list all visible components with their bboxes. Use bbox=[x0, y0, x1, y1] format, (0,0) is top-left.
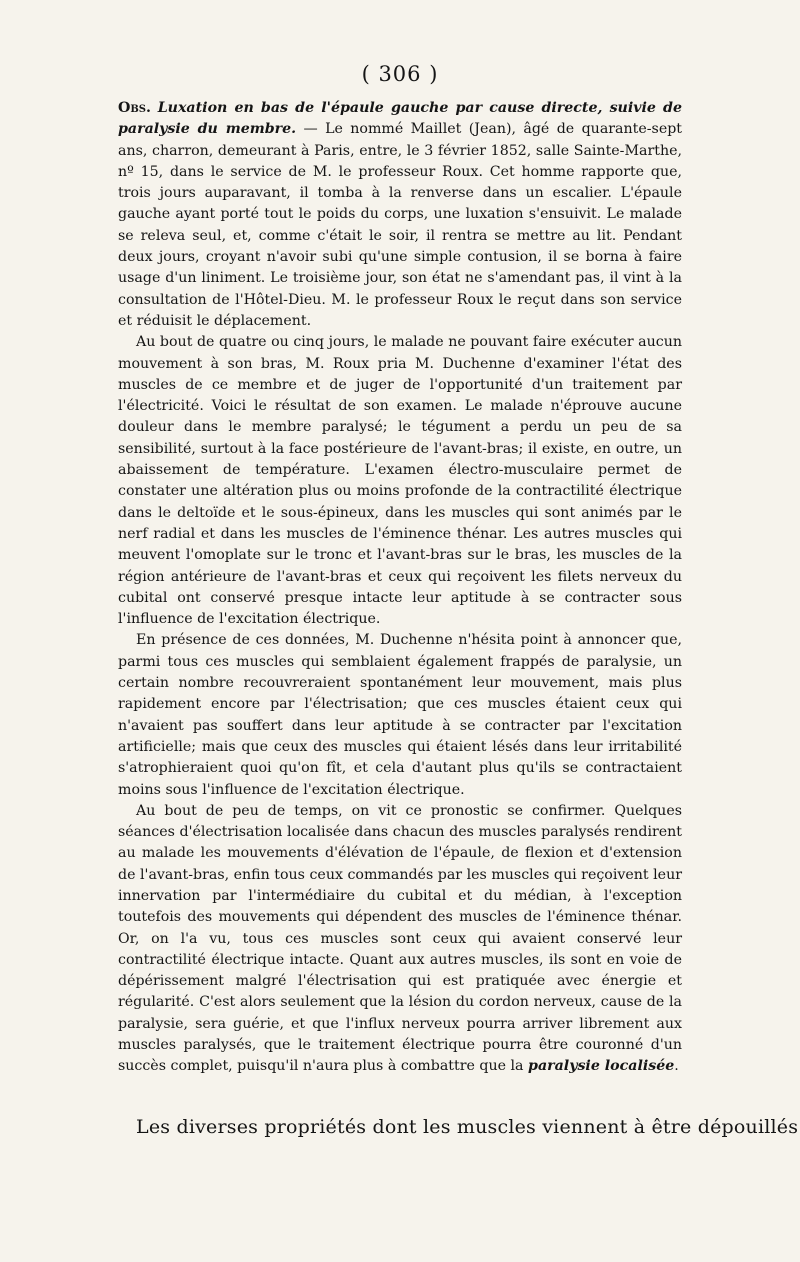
page-number: ( 306 ) bbox=[361, 62, 439, 86]
observation-paragraph bbox=[118, 98, 682, 332]
paragraph-examination: Au bout de quatre ou cinq jours, le malade ne pouvant faire exécuter aucun mouvement à son bras, M. Roux pria M. Duchenne d'examiner l'état des muscles de ce membre et de juger de l'opportunité d'un traitement par l'électricité. Voici le résultat de son examen. Le malade n'éprouve aucune douleur dans le membre paralysé; le tégument a perdu un peu de sa sensibilité, surtout à la face postérieure de l'avant-bras; il existe, en outre, un abaissement de température. L'examen électro-musculaire permet de constater une altération plus ou moins profonde de la contractilité électrique dans le deltoïde et le sous-épineux, dans les muscles qui sont animés par le nerf radial et dans les muscles de l'éminence thénar. Les autres muscles qui meuvent l'omoplate sur le tronc et l'avant-bras sur le bras, les muscles de la région antérieure de l'avant-bras et ceux qui reçoivent les filets nerveux du cubital ont conservé presque intacte leur aptitude à se contracter sous l'influence de l'excitation électrique. bbox=[118, 334, 682, 628]
paragraph-outcome bbox=[118, 801, 682, 1078]
paralysie-localisee-emphasis: paralysie localisée bbox=[528, 1058, 675, 1075]
observation-title: Luxation en bas de l'épaule gauche par cause directe, suivie de paralysie du membre. bbox=[118, 100, 682, 138]
main-text bbox=[118, 98, 682, 1078]
paragraph-outcome-body: Au bout de peu de temps, on vit ce pronostic se confirmer. Quelques séances d'électrisation localisée dans chacun des muscles paralysés rendirent au malade les mouvements d'élévation de l'épaule, de flexion et d'extension de l'avant-bras, enfin tous ceux commandés par les muscles qui reçoivent leur innervation par l'intermédiaire du cubital et du médian, à l'exception toutefois des mouvements qui dépendent des muscles de l'éminence thénar. Or, on l'a vu, tous ces muscles sont ceux qui avaient conservé leur contractilité électrique intacte. Quant aux autres muscles, ils sont en voie de dépérissement malgré l'électrisation qui est pratiquée avec énergie et régularité. C'est alors seulement que la lésion du cordon nerveux, cause de la paralysie, sera guérie, et que l'influx nerveux pourra arriver librement aux muscles paralysés, que le traitement électrique pourra être couronné d'un succès complet, puisqu'il n'aura plus à combattre que la bbox=[118, 802, 682, 1075]
next-paragraph-heading-line: Les diverses propriétés dont les muscles viennent à être dépouillés bbox=[136, 1116, 799, 1138]
paragraph-outcome-end: . bbox=[674, 1058, 679, 1075]
observation-label: Obs. bbox=[118, 100, 151, 116]
paragraph-prognosis: En présence de ces données, M. Duchenne n'hésita point à annoncer que, parmi tous ces muscles qui semblaient également frappés de paralysie, un certain nombre recouvreraient spontanément leur mouvement, mais plus rapidement encore par l'électrisation; que ces muscles étaient ceux qui n'avaient pas souffert dans leur aptitude à se contracter par l'excitation artificielle; mais que ceux des muscles qui étaient lésés dans leur irritabilité s'atrophieraient quoi qu'on fît, et cela d'autant plus qu'ils se contractaient moins sous l'influence de l'excitation électrique. bbox=[118, 632, 682, 798]
observation-body: — Le nommé Maillet (Jean), âgé de quarante-sept ans, charron, demeurant à Paris, entre, le 3 février 1852, salle Sainte-Marthe, nº 15, dans le service de M. le professeur Roux. Cet homme rapporte que, trois jours auparavant, il tomba à la renverse dans un escalier. L'épaule gauche ayant porté tout le poids du corps, une luxation s'ensuivit. Le malade se releva seul, et, comme c'était le soir, il rentra se mettre au lit. Pendant deux jours, croyant n'avoir subi qu'une simple contusion, il se borna à faire usage d'un liniment. Le troisième jour, son état ne s'amendant pas, il vint à la consultation de l'Hôtel-Dieu. M. le professeur Roux le reçut dans son service et réduisit le déplacement. bbox=[118, 121, 683, 329]
